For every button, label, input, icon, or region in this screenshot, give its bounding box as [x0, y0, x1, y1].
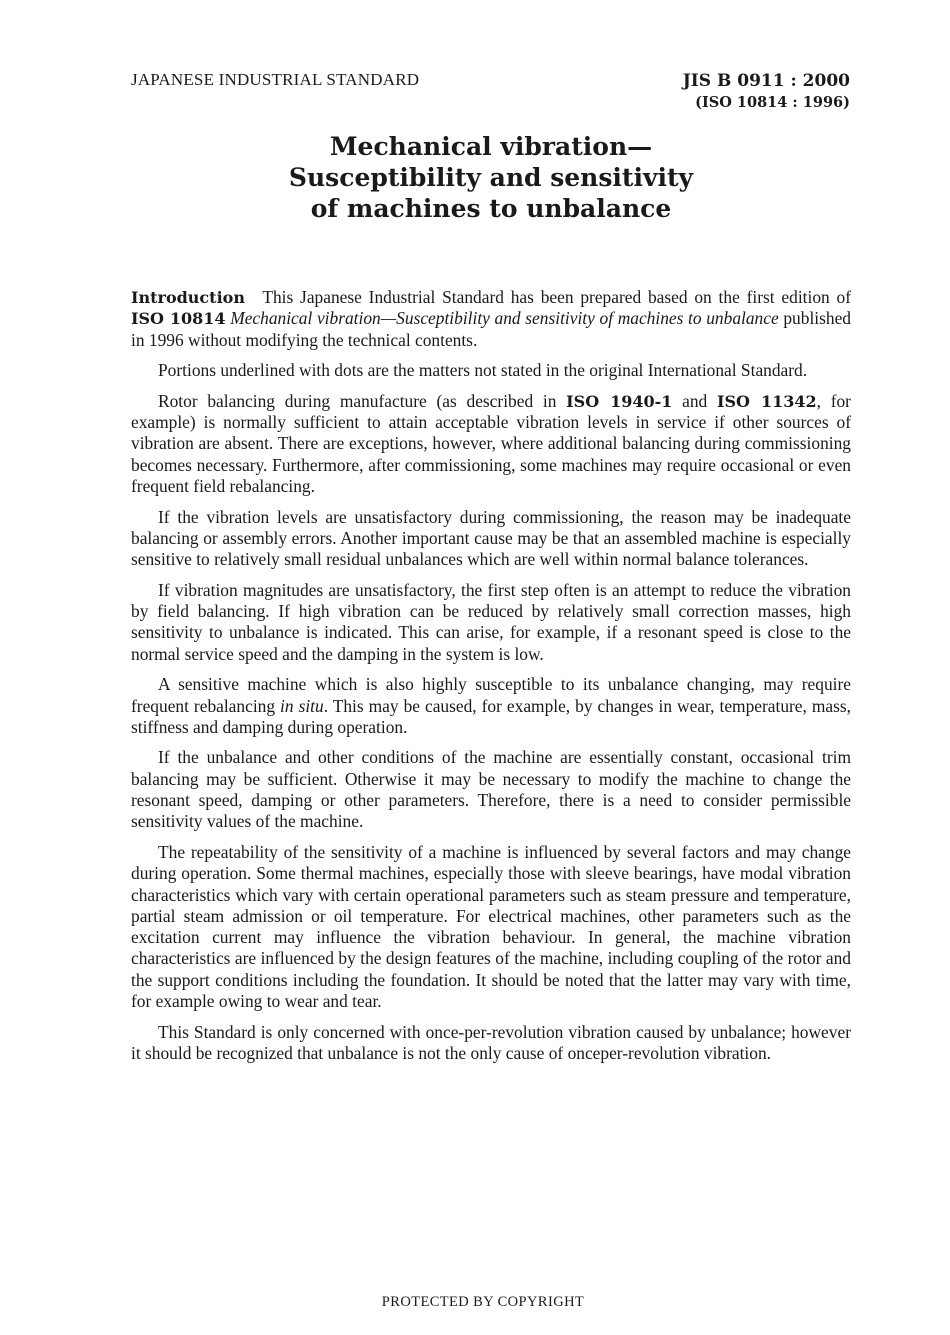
paragraph-portions: Portions underlined with dots are the matters not stated in the original International Standard.	[158, 360, 808, 381]
header-standard-body: JAPANESE INDUSTRIAL STANDARD	[131, 70, 420, 89]
jis-number: JIS B 0911 : 2000	[682, 71, 850, 91]
paragraph-scope: This Standard is only concerned with once-per-revolution vibration caused by unbalance; however it should be recognized that unbalance is not the only cause of onceper-revolution vibration.	[131, 1021, 851, 1063]
paragraph-vibration-magnitudes: If vibration magnitudes are unsatisfactory, the first step often is an attempt to reduce the vibration by field balancing. If high vibration can be reduced by relatively small correction masses, high sensitivity to unbalance is indicated. This can arise, for example, if a resonant speed is close to the normal service speed and the damping in the system is low.	[131, 579, 851, 664]
copyright-footer: PROTECTED BY COPYRIGHT	[381, 1294, 585, 1310]
paragraph-unbalance-conditions: If the unbalance and other conditions of the machine are essentially constant, occasional trim balancing may be sufficient. Otherwise it may be necessary to modify the machine to change the resonant speed, damping or other parameters. Therefore, there is a need to consider permissible sensitivity values of the machine.	[131, 747, 851, 832]
title-line-3: of machines to unbalance	[310, 194, 672, 223]
reference-iso-1940-1: ISO 1940-1	[566, 391, 673, 411]
paragraph-introduction: Introduction This Japanese Industrial Standard has been prepared based on the first edition of ISO 10814 Mechanical vibration—Susceptibility and sensitivity of machines to unbalance published in 1996 without modifying the technical contents.	[131, 287, 851, 350]
reference-iso-10814: ISO 10814	[131, 309, 226, 329]
reference-iso-11342: ISO 11342	[717, 391, 817, 411]
in-situ-italic: in situ	[280, 695, 324, 716]
paragraph-repeatability: The repeatability of the sensitivity of a machine is influenced by several factors and may change during operation. Some thermal machines, especially those with sleeve bearings, have modal vibration characteristics which vary with certain operational parameters such as steam pressure and temperature, partial steam admission or oil temperature. For electrical machines, other parameters such as the excitation current may influence the vibration behaviour. In general, the machine vibration characteristics are influenced by the design features of the machine, including coupling of the rotor and the support conditions including the foundation. It should be noted that the latter may vary with time, for example owing to wear and tear.	[131, 841, 851, 1011]
paragraph-vibration-levels: If the vibration levels are unsatisfactory during commissioning, the reason may be inadequate balancing or assembly errors. Another important cause may be that an assembled machine is especially sensitive to relatively small residual unbalances which are well within normal balance tolerances.	[131, 506, 851, 570]
title-line-2: Susceptibility and sensitivity	[288, 163, 694, 192]
iso-number: (ISO 10814 : 1996)	[695, 94, 850, 111]
introduction-heading: Introduction	[131, 288, 245, 307]
document-title	[0, 131, 950, 224]
iso-title-italic: Mechanical vibration—Susceptibility and sensitivity of machines to unbalance	[230, 308, 779, 329]
paragraph-sensitive-machine: A sensitive machine which is also highly susceptible to its unbalance changing, may require frequent rebalancing in situ. This may be caused, for example, by changes in wear, temperature, mass, stiffness and damping during operation.	[131, 674, 851, 737]
paragraph-rotor-balancing: Rotor balancing during manufacture (as described in ISO 1940-1 and ISO 11342, for example) is normally sufficient to attain acceptable vibration levels in service if other sources of vibration are absent. There are exceptions, however, where additional balancing during commissioning becomes necessary. Furthermore, after commissioning, some machines may require occasional or even frequent field rebalancing.	[131, 390, 851, 496]
introduction-body	[131, 287, 851, 1073]
title-line-1: Mechanical vibration—	[329, 132, 653, 161]
header-standard-number-block	[683, 70, 850, 114]
